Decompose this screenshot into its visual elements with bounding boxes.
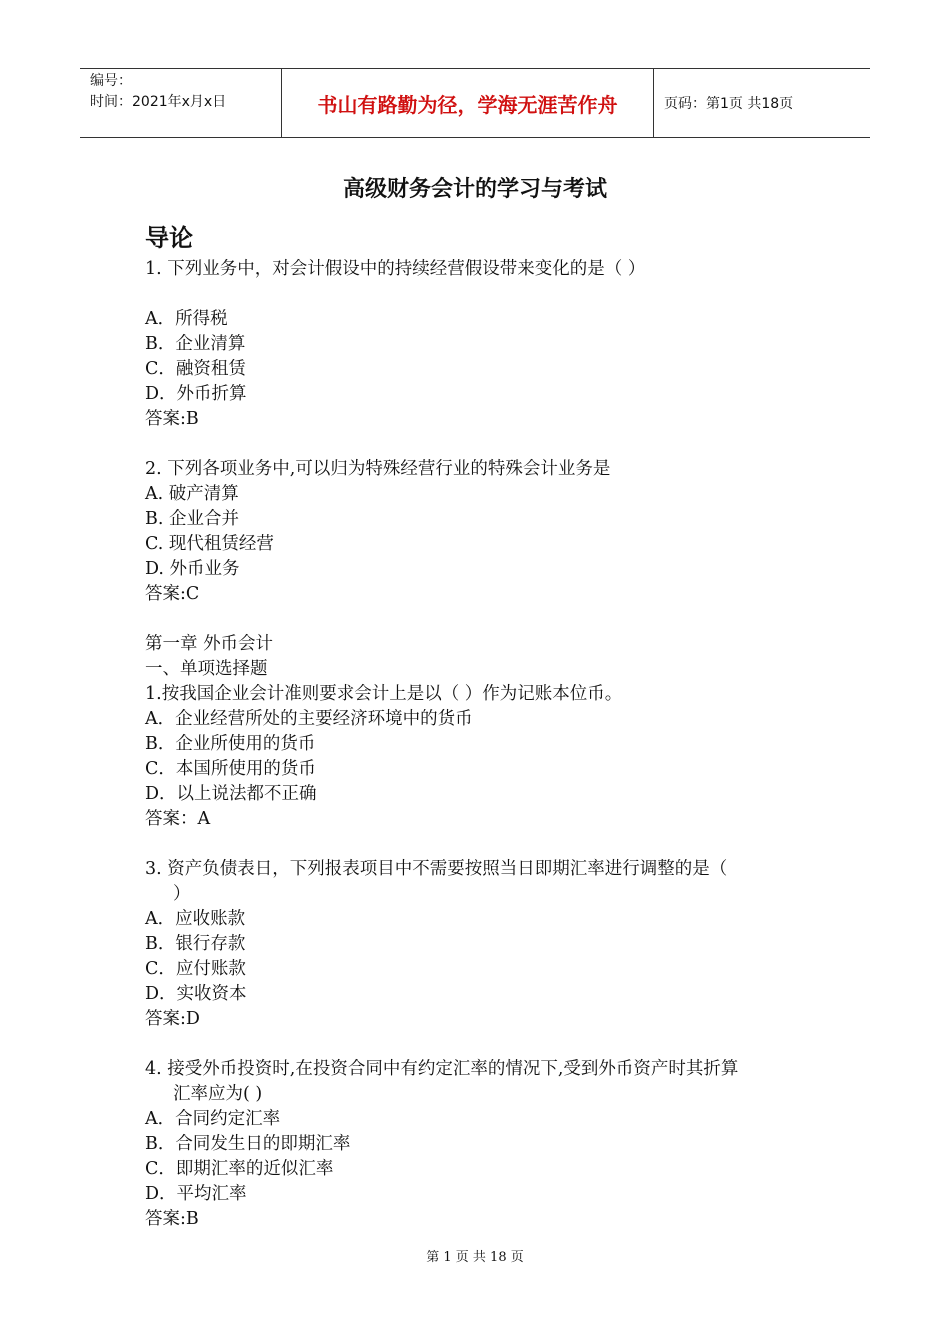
text-line: C．本国所使用的货币 bbox=[145, 759, 316, 779]
page-header bbox=[80, 68, 870, 138]
text-line: B．银行存款 bbox=[145, 934, 246, 954]
text-line: 3. 资产负债表日，下列报表项目中不需要按照当日即期汇率进行调整的是（ bbox=[145, 859, 728, 879]
text-line: B．企业清算 bbox=[145, 334, 246, 354]
section-heading: 导论 bbox=[145, 224, 193, 252]
header-meta bbox=[80, 69, 281, 137]
text-line: ） bbox=[173, 884, 191, 904]
text-line: 4. 接受外币投资时,在投资合同中有约定汇率的情况下,受到外币资产时其折算 bbox=[145, 1059, 739, 1079]
number-label: 编号： bbox=[90, 73, 132, 89]
text-line: 一、单项选择题 bbox=[145, 659, 268, 679]
text-line: 答案:B bbox=[145, 409, 199, 429]
blank-line bbox=[145, 607, 815, 632]
blank-line bbox=[145, 432, 815, 457]
header-page-info: 页码：第1页 共18页 bbox=[664, 96, 794, 112]
text-line: 1.按我国企业会计准则要求会计上是以（ ）作为记账本位币。 bbox=[145, 684, 623, 704]
text-line: B．企业所使用的货币 bbox=[145, 734, 316, 754]
text-line: C．即期汇率的近似汇率 bbox=[145, 1159, 334, 1179]
document-body bbox=[145, 257, 815, 1232]
text-line: 1. 下列业务中，对会计假设中的持续经营假设带来变化的是（ ） bbox=[145, 259, 646, 279]
text-line: 答案:C bbox=[145, 584, 200, 604]
text-line: C. 现代租赁经营 bbox=[145, 534, 274, 554]
text-line: D. 外币业务 bbox=[145, 559, 240, 579]
text-line: A．应收账款 bbox=[145, 909, 246, 929]
page-footer: 第 1 页 共 18 页 bbox=[426, 1250, 524, 1265]
text-line: C．融资租赁 bbox=[145, 359, 246, 379]
text-line: D．平均汇率 bbox=[145, 1184, 247, 1204]
text-line: C．应付账款 bbox=[145, 959, 246, 979]
text-line: B. 企业合并 bbox=[145, 509, 239, 529]
text-line: 答案：A bbox=[145, 809, 211, 829]
text-line: D．实收资本 bbox=[145, 984, 247, 1004]
text-line: 答案:D bbox=[145, 1009, 200, 1029]
blank-line bbox=[145, 1032, 815, 1057]
text-line: A．企业经营所处的主要经济环境中的货币 bbox=[145, 709, 473, 729]
text-line: 汇率应为( ) bbox=[173, 1084, 263, 1104]
text-line: A. 破产清算 bbox=[145, 484, 239, 504]
header-motto: 书山有路勤为径，学海无涯苦作舟 bbox=[281, 69, 654, 137]
text-line: 答案:B bbox=[145, 1209, 199, 1229]
text-line: A．所得税 bbox=[145, 309, 228, 329]
text-line: B．合同发生日的即期汇率 bbox=[145, 1134, 351, 1154]
time-label: 时间：2021年x月x日 bbox=[90, 94, 227, 110]
text-line: 第一章 外币会计 bbox=[145, 634, 274, 654]
blank-line bbox=[145, 282, 815, 307]
text-line: D．外币折算 bbox=[145, 384, 247, 404]
text-line: D．以上说法都不正确 bbox=[145, 784, 317, 804]
text-line: A．合同约定汇率 bbox=[145, 1109, 281, 1129]
blank-line bbox=[145, 832, 815, 857]
document-title: 高级财务会计的学习与考试 bbox=[342, 177, 607, 202]
text-line: 2. 下列各项业务中,可以归为特殊经营行业的特殊会计业务是 bbox=[145, 459, 611, 479]
